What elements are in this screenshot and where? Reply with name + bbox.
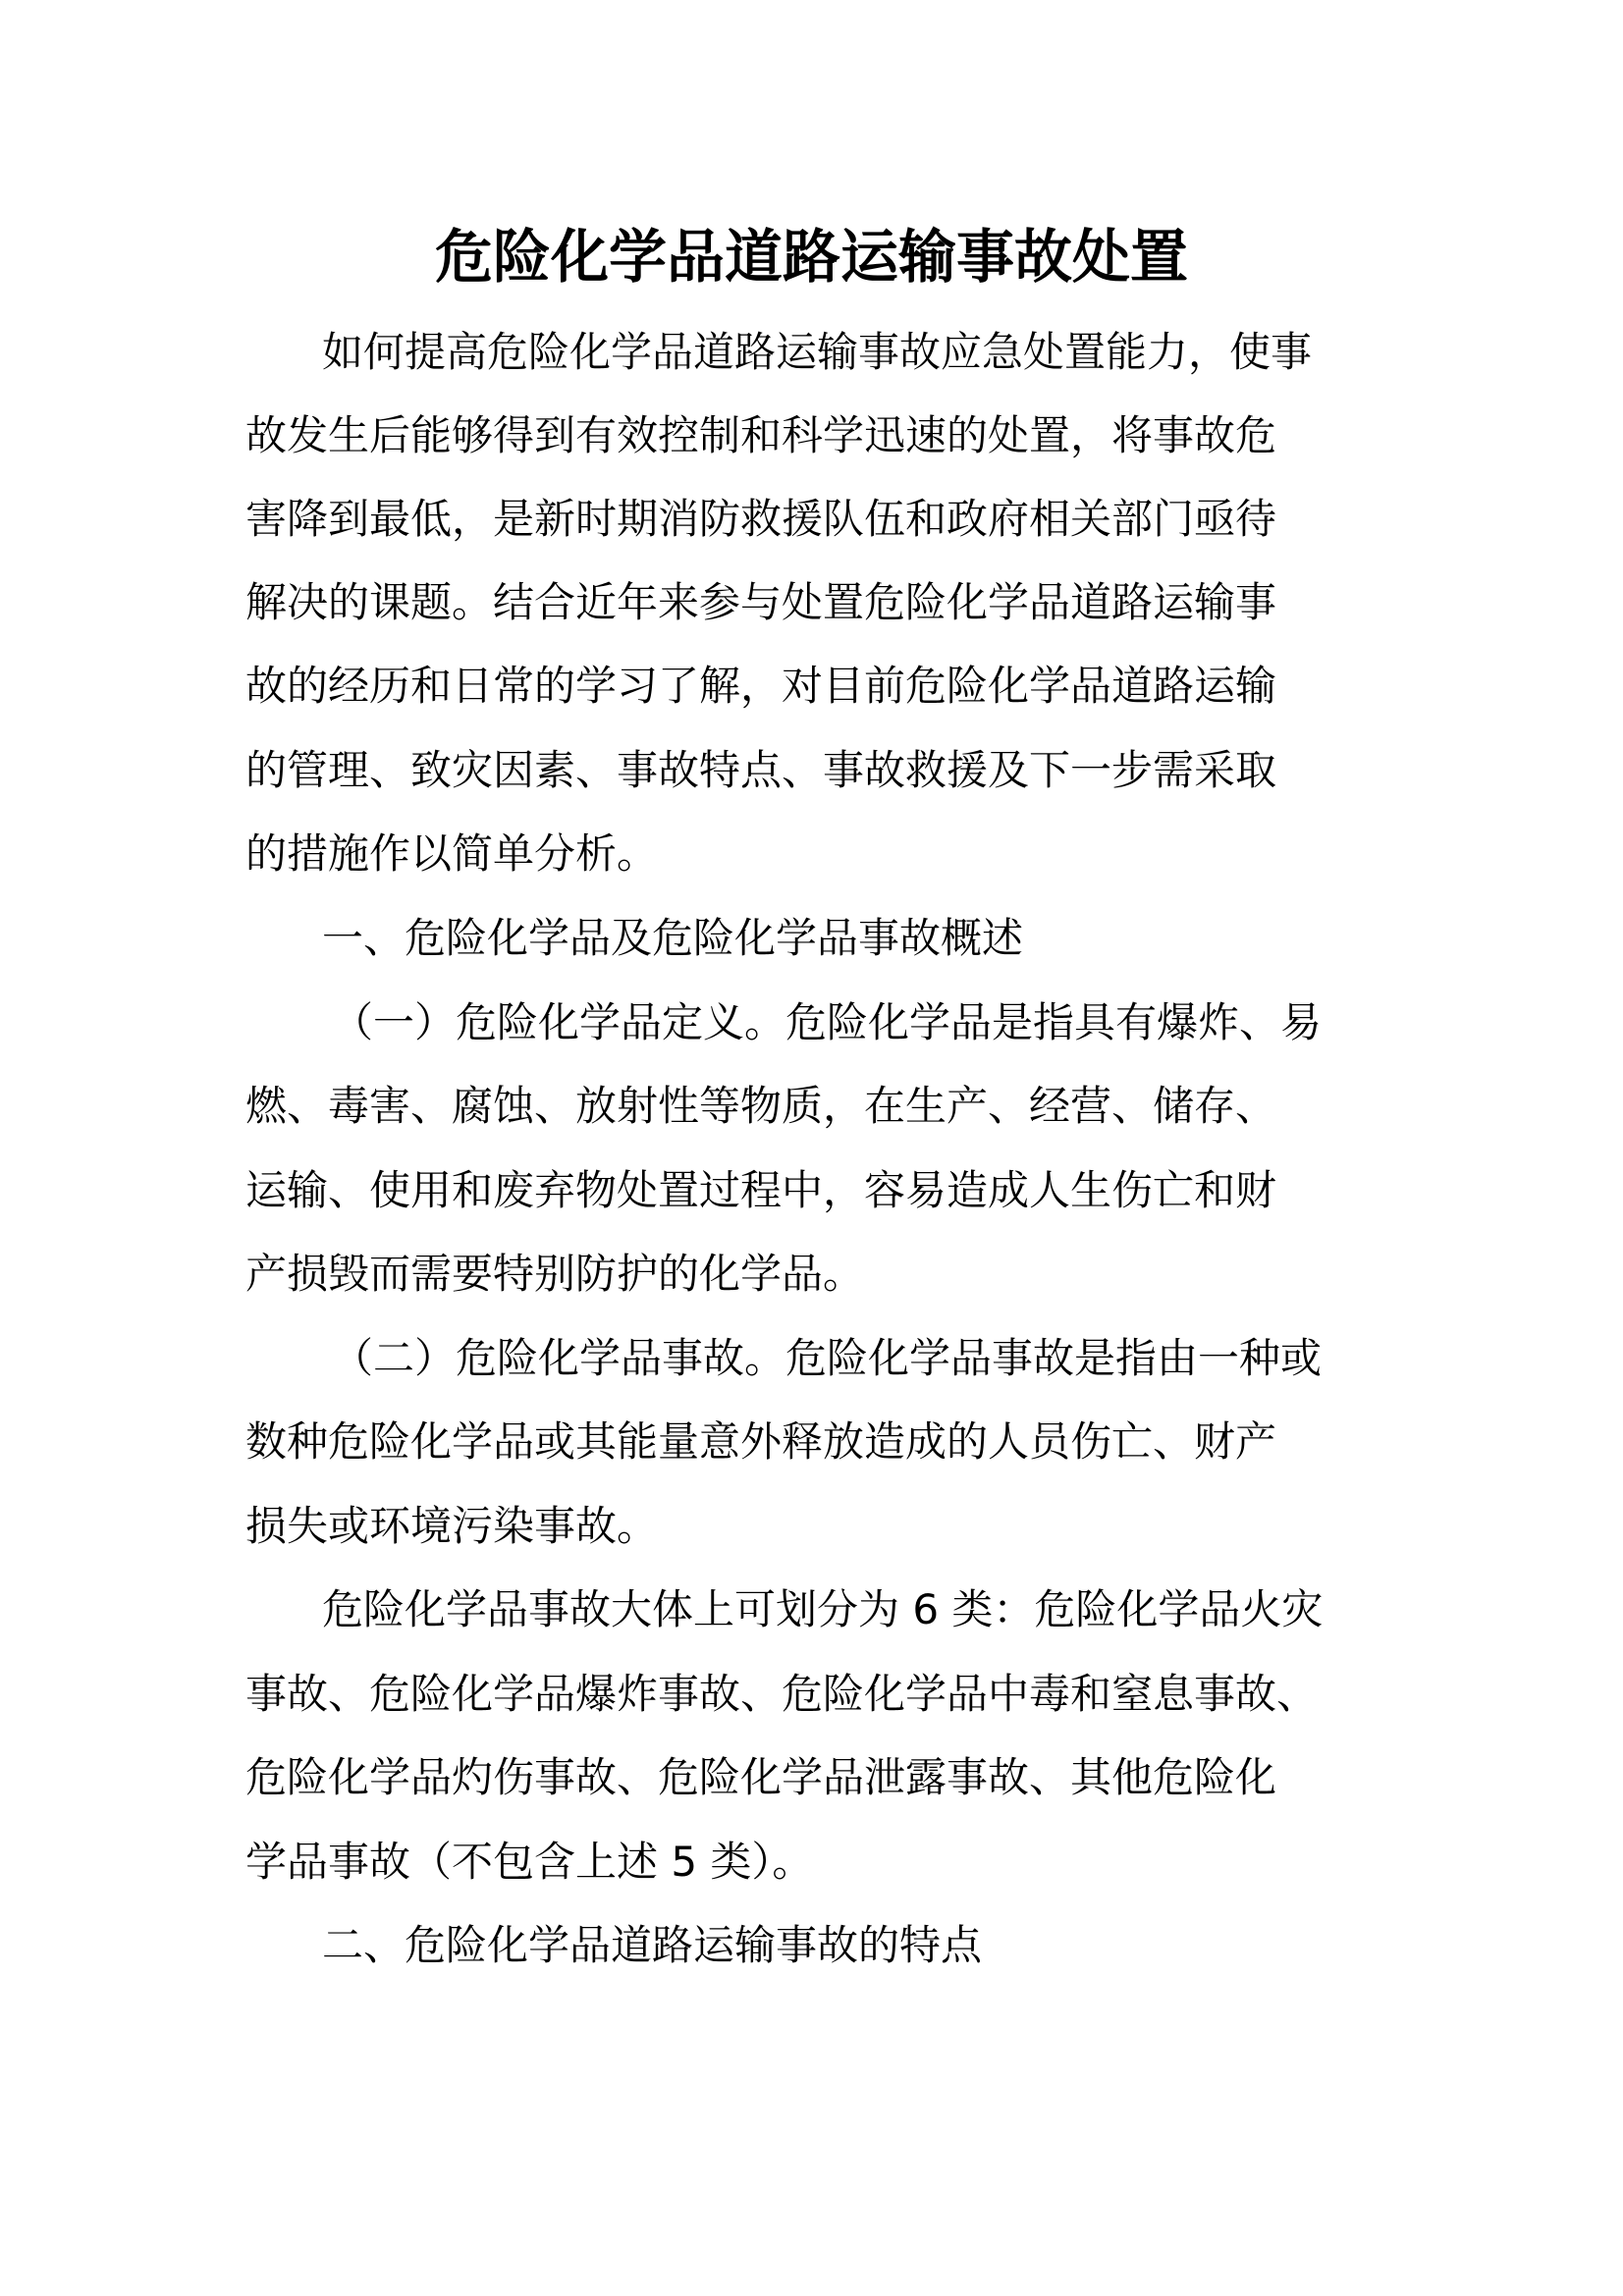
document-title: 危险化学品道路运输事故处置 [434, 223, 1188, 291]
paragraph-line: 数种危险化学品或其能量意外释放造成的人员伤亡、财产 [245, 1417, 1277, 1466]
paragraph-line: 的管理、致灾因素、事故特点、事故救援及下一步需采取 [245, 746, 1277, 794]
paragraph-line: （二）危险化学品事故。危险化学品事故是指由一种或 [332, 1334, 1323, 1382]
paragraph-line: 如何提高危险化学品道路运输事故应急处置能力，使事 [322, 328, 1313, 376]
paragraph-line: 危险化学品事故大体上可划分为 6 类：危险化学品火灾 [322, 1585, 1324, 1633]
paragraph-line: 的措施作以简单分析。 [245, 829, 659, 878]
paragraph-line: 学品事故（不包含上述 5 类）。 [245, 1838, 814, 1886]
paragraph-line: 产损毁而需要特别防护的化学品。 [245, 1250, 865, 1298]
section-heading: 一、危险化学品及危险化学品事故概述 [322, 914, 1024, 962]
paragraph-line: 害降到最低，是新时期消防救援队伍和政府相关部门亟待 [245, 495, 1277, 543]
paragraph-line: 损失或环境污染事故。 [245, 1502, 659, 1550]
paragraph-line: 燃、毒害、腐蚀、放射性等物质，在生产、经营、储存、 [245, 1082, 1277, 1130]
paragraph-line: （一）危险化学品定义。危险化学品是指具有爆炸、易 [332, 998, 1323, 1046]
paragraph-line: 解决的课题。结合近年来参与处置危险化学品道路运输事 [245, 578, 1277, 626]
paragraph-line: 故的经历和日常的学习了解，对目前危险化学品道路运输 [245, 662, 1277, 710]
paragraph-line: 事故、危险化学品爆炸事故、危险化学品中毒和窒息事故、 [245, 1670, 1319, 1718]
paragraph-line: 运输、使用和废弃物处置过程中，容易造成人生伤亡和财 [245, 1166, 1277, 1214]
paragraph-line: 故发生后能够得到有效控制和科学迅速的处置，将事故危 [245, 411, 1277, 459]
section-heading: 二、危险化学品道路运输事故的特点 [322, 1921, 983, 1969]
paragraph-line: 危险化学品灼伤事故、危险化学品泄露事故、其他危险化 [245, 1753, 1277, 1801]
